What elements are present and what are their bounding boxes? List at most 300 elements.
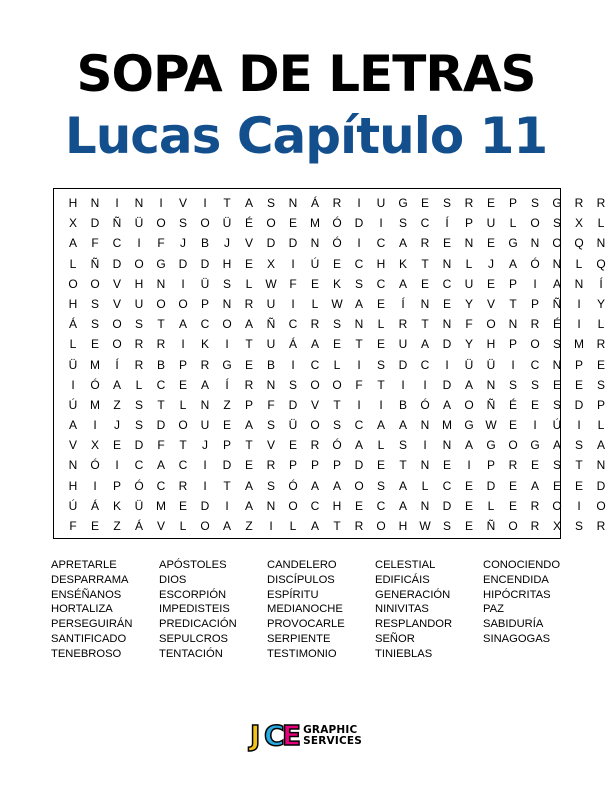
grid-letter[interactable]: S <box>552 397 561 412</box>
grid-letter[interactable]: N <box>288 196 298 210</box>
grid-letter[interactable]: D <box>112 256 122 271</box>
grid-letter[interactable]: N <box>354 317 364 332</box>
grid-letter[interactable]: I <box>511 357 515 372</box>
grid-letter[interactable]: E <box>574 478 583 493</box>
grid-letter[interactable]: O <box>310 377 320 392</box>
grid-letter[interactable]: N <box>596 236 606 251</box>
grid-letter[interactable]: R <box>244 296 254 311</box>
grid-letter[interactable]: D <box>288 397 298 412</box>
grid-letter[interactable]: O <box>530 216 540 231</box>
grid-letter[interactable]: O <box>508 438 518 453</box>
grid-letter[interactable]: A <box>596 438 605 453</box>
grid-letter[interactable]: G <box>552 196 562 210</box>
grid-letter[interactable]: E <box>574 377 583 392</box>
grid-letter[interactable]: A <box>442 397 451 412</box>
grid-letter[interactable]: I <box>357 357 361 372</box>
grid-letter[interactable]: O <box>310 418 320 433</box>
grid-letter[interactable]: I <box>137 236 141 251</box>
grid-letter[interactable]: X <box>266 256 275 271</box>
grid-letter[interactable]: H <box>68 296 78 311</box>
grid-letter[interactable]: Ñ <box>486 397 496 412</box>
grid-letter[interactable]: N <box>574 276 584 291</box>
grid-letter[interactable]: I <box>357 397 361 412</box>
grid-letter[interactable]: D <box>178 256 188 271</box>
grid-letter[interactable]: J <box>202 438 208 453</box>
grid-letter[interactable]: Ú <box>68 498 78 513</box>
grid-letter[interactable]: R <box>398 317 408 332</box>
grid-letter[interactable]: Z <box>245 519 253 533</box>
grid-letter[interactable]: L <box>179 519 187 533</box>
grid-letter[interactable]: C <box>156 377 166 392</box>
grid-letter[interactable]: Ó <box>90 377 100 392</box>
grid-letter[interactable]: R <box>134 357 144 372</box>
grid-letter[interactable]: Ñ <box>266 317 276 332</box>
grid-letter[interactable]: B <box>156 357 165 372</box>
grid-letter[interactable]: E <box>178 377 187 392</box>
grid-letter[interactable]: S <box>376 478 385 493</box>
grid-letter[interactable]: Ó <box>134 478 144 493</box>
grid-letter[interactable]: I <box>357 236 361 251</box>
grid-letter[interactable]: V <box>244 236 253 251</box>
grid-letter[interactable]: N <box>156 276 166 291</box>
grid-letter[interactable]: Í <box>115 357 119 372</box>
grid-letter[interactable]: N <box>442 438 452 453</box>
grid-letter[interactable]: C <box>420 216 430 231</box>
grid-letter[interactable]: I <box>291 296 295 311</box>
grid-letter[interactable]: T <box>377 377 385 392</box>
grid-letter[interactable]: E <box>376 337 385 352</box>
grid-letter[interactable]: D <box>398 357 408 372</box>
grid-letter[interactable]: E <box>486 236 495 251</box>
grid-letter[interactable]: O <box>178 418 188 433</box>
grid-letter[interactable]: Ó <box>420 397 430 412</box>
grid-letter[interactable]: A <box>420 337 429 352</box>
grid-letter[interactable]: E <box>464 498 473 513</box>
grid-letter[interactable]: I <box>93 418 97 433</box>
grid-letter[interactable]: M <box>90 357 100 372</box>
grid-letter[interactable]: U <box>486 216 496 231</box>
grid-letter[interactable]: Á <box>68 317 77 332</box>
grid-letter[interactable]: C <box>376 276 386 291</box>
grid-letter[interactable]: A <box>68 236 77 251</box>
grid-letter[interactable]: P <box>574 357 583 372</box>
grid-letter[interactable]: A <box>354 438 363 453</box>
grid-letter[interactable]: A <box>376 418 385 433</box>
grid-letter[interactable]: E <box>332 256 341 271</box>
grid-letter[interactable]: N <box>68 458 78 473</box>
grid-letter[interactable]: N <box>420 418 430 433</box>
grid-letter[interactable]: V <box>112 296 121 311</box>
grid-letter[interactable]: Y <box>464 337 473 352</box>
grid-letter[interactable]: Z <box>113 519 121 533</box>
grid-letter[interactable]: C <box>354 256 364 271</box>
grid-letter[interactable]: L <box>69 256 77 271</box>
grid-letter[interactable]: U <box>200 418 210 433</box>
grid-letter[interactable]: N <box>420 296 430 311</box>
grid-letter[interactable]: R <box>530 498 540 513</box>
grid-letter[interactable]: T <box>355 337 363 352</box>
grid-letter[interactable]: L <box>377 317 385 332</box>
grid-letter[interactable]: D <box>354 458 364 473</box>
grid-letter[interactable]: R <box>244 377 254 392</box>
grid-letter[interactable]: T <box>509 296 517 311</box>
grid-letter[interactable]: Í <box>401 296 405 311</box>
grid-letter[interactable]: V <box>310 397 319 412</box>
grid-letter[interactable]: A <box>244 196 253 210</box>
grid-letter[interactable]: O <box>178 296 188 311</box>
grid-letter[interactable]: A <box>332 478 341 493</box>
grid-letter[interactable]: Ü <box>134 498 144 513</box>
grid-letter[interactable]: L <box>245 276 253 291</box>
grid-letter[interactable]: G <box>530 438 540 453</box>
grid-letter[interactable]: E <box>376 296 385 311</box>
grid-letter[interactable]: T <box>157 397 165 412</box>
grid-letter[interactable]: N <box>222 296 232 311</box>
grid-letter[interactable]: I <box>291 357 295 372</box>
grid-letter[interactable]: W <box>265 276 277 291</box>
grid-letter[interactable]: S <box>552 216 561 231</box>
grid-letter[interactable]: Í <box>225 377 229 392</box>
grid-letter[interactable]: I <box>203 458 207 473</box>
grid-letter[interactable]: T <box>157 317 165 332</box>
grid-letter[interactable]: E <box>90 519 99 533</box>
grid-letter[interactable]: H <box>222 256 232 271</box>
grid-letter[interactable]: L <box>289 519 297 533</box>
grid-letter[interactable]: T <box>223 478 231 493</box>
grid-letter[interactable]: R <box>310 438 320 453</box>
grid-letter[interactable]: C <box>134 458 144 473</box>
grid-letter[interactable]: Z <box>113 397 121 412</box>
grid-letter[interactable]: S <box>442 519 451 533</box>
grid-letter[interactable]: M <box>90 397 100 412</box>
grid-letter[interactable]: R <box>332 196 342 210</box>
grid-letter[interactable]: J <box>180 236 186 251</box>
grid-letter[interactable]: E <box>464 519 473 533</box>
grid-letter[interactable]: S <box>398 216 407 231</box>
grid-letter[interactable]: E <box>552 478 561 493</box>
grid-letter[interactable]: D <box>442 337 452 352</box>
grid-letter[interactable]: P <box>310 458 319 473</box>
grid-letter[interactable]: L <box>333 357 341 372</box>
grid-letter[interactable]: L <box>421 478 429 493</box>
grid-letter[interactable]: P <box>200 296 209 311</box>
grid-letter[interactable]: F <box>157 438 165 453</box>
grid-letter[interactable]: D <box>266 236 276 251</box>
grid-letter[interactable]: I <box>159 196 163 210</box>
grid-letter[interactable]: N <box>552 357 562 372</box>
grid-letter[interactable]: V <box>266 438 275 453</box>
grid-letter[interactable]: I <box>423 438 427 453</box>
grid-letter[interactable]: U <box>266 296 276 311</box>
grid-letter[interactable]: O <box>530 337 540 352</box>
grid-letter[interactable]: T <box>421 256 429 271</box>
grid-letter[interactable]: D <box>288 236 298 251</box>
grid-letter[interactable]: P <box>508 276 517 291</box>
grid-letter[interactable]: E <box>508 418 517 433</box>
grid-letter[interactable]: A <box>310 478 319 493</box>
grid-letter[interactable]: U <box>464 276 474 291</box>
grid-letter[interactable]: A <box>398 498 407 513</box>
grid-letter[interactable]: I <box>379 397 383 412</box>
grid-letter[interactable]: G <box>508 236 518 251</box>
grid-letter[interactable]: A <box>222 519 231 533</box>
grid-letter[interactable]: Ü <box>200 276 210 291</box>
grid-letter[interactable]: T <box>575 458 583 473</box>
grid-letter[interactable]: O <box>288 498 298 513</box>
grid-letter[interactable]: O <box>112 337 122 352</box>
grid-letter[interactable]: R <box>508 458 518 473</box>
grid-letter[interactable]: H <box>134 276 144 291</box>
grid-letter[interactable]: H <box>398 519 408 533</box>
grid-letter[interactable]: E <box>288 438 297 453</box>
grid-letter[interactable]: T <box>421 317 429 332</box>
grid-letter[interactable]: E <box>442 296 451 311</box>
grid-letter[interactable]: P <box>244 397 253 412</box>
grid-letter[interactable]: P <box>332 458 341 473</box>
grid-letter[interactable]: I <box>577 418 581 433</box>
grid-letter[interactable]: D <box>200 256 210 271</box>
grid-letter[interactable]: K <box>200 337 209 352</box>
grid-letter[interactable]: E <box>244 256 253 271</box>
grid-letter[interactable]: L <box>69 337 77 352</box>
grid-letter[interactable]: E <box>310 276 319 291</box>
grid-letter[interactable]: I <box>71 377 75 392</box>
grid-letter[interactable]: P <box>112 478 121 493</box>
grid-letter[interactable]: E <box>244 458 253 473</box>
grid-letter[interactable]: E <box>90 337 99 352</box>
grid-letter[interactable]: S <box>266 418 275 433</box>
grid-letter[interactable]: S <box>288 377 297 392</box>
grid-letter[interactable]: S <box>134 418 143 433</box>
grid-letter[interactable]: H <box>376 256 386 271</box>
grid-letter[interactable]: W <box>331 296 343 311</box>
grid-letter[interactable]: E <box>596 357 605 372</box>
grid-letter[interactable]: Í <box>445 216 449 231</box>
grid-letter[interactable]: O <box>68 276 78 291</box>
grid-letter[interactable]: Ó <box>90 458 100 473</box>
grid-letter[interactable]: R <box>420 236 430 251</box>
grid-letter[interactable]: W <box>485 418 497 433</box>
grid-letter[interactable]: I <box>577 498 581 513</box>
grid-letter[interactable]: I <box>225 498 229 513</box>
grid-letter[interactable]: Ü <box>68 357 78 372</box>
grid-letter[interactable]: Ü <box>288 418 298 433</box>
grid-letter[interactable]: C <box>310 357 320 372</box>
grid-letter[interactable]: R <box>596 196 606 210</box>
grid-letter[interactable]: E <box>552 377 561 392</box>
grid-letter[interactable]: Ó <box>332 216 342 231</box>
grid-letter[interactable]: A <box>552 276 561 291</box>
grid-letter[interactable]: N <box>134 196 144 210</box>
grid-letter[interactable]: K <box>398 256 407 271</box>
grid-letter[interactable]: I <box>291 256 295 271</box>
grid-letter[interactable]: N <box>442 317 452 332</box>
grid-letter[interactable]: R <box>354 519 364 533</box>
grid-letter[interactable]: O <box>596 498 606 513</box>
grid-letter[interactable]: I <box>203 196 207 210</box>
grid-letter[interactable]: L <box>377 438 385 453</box>
grid-letter[interactable]: M <box>574 337 584 352</box>
grid-letter[interactable]: S <box>376 357 385 372</box>
grid-letter[interactable]: S <box>332 317 341 332</box>
grid-letter[interactable]: L <box>135 377 143 392</box>
grid-letter[interactable]: R <box>596 519 606 533</box>
grid-letter[interactable]: E <box>112 438 121 453</box>
grid-letter[interactable]: R <box>530 317 540 332</box>
grid-letter[interactable]: T <box>399 458 407 473</box>
grid-letter[interactable]: S <box>178 216 187 231</box>
grid-letter[interactable]: E <box>508 498 517 513</box>
grid-letter[interactable]: F <box>355 377 363 392</box>
grid-letter[interactable]: S <box>266 196 275 210</box>
grid-letter[interactable]: X <box>574 216 583 231</box>
grid-letter[interactable]: A <box>508 256 517 271</box>
grid-letter[interactable]: O <box>376 519 386 533</box>
grid-letter[interactable]: T <box>333 519 341 533</box>
grid-letter[interactable]: Q <box>574 236 584 251</box>
grid-letter[interactable]: U <box>376 196 386 210</box>
grid-letter[interactable]: P <box>222 438 231 453</box>
grid-letter[interactable]: B <box>398 397 407 412</box>
grid-letter[interactable]: D <box>486 478 496 493</box>
grid-letter[interactable]: G <box>486 438 496 453</box>
grid-letter[interactable]: F <box>289 276 297 291</box>
grid-letter[interactable]: O <box>332 377 342 392</box>
grid-letter[interactable]: K <box>332 276 341 291</box>
grid-letter[interactable]: R <box>156 337 166 352</box>
grid-letter[interactable]: R <box>310 317 320 332</box>
grid-letter[interactable]: I <box>225 337 229 352</box>
grid-letter[interactable]: V <box>156 519 165 533</box>
grid-letter[interactable]: X <box>552 519 561 533</box>
grid-letter[interactable]: E <box>530 397 539 412</box>
grid-letter[interactable]: É <box>244 216 253 231</box>
grid-letter[interactable]: L <box>487 498 495 513</box>
grid-letter[interactable]: I <box>423 377 427 392</box>
grid-letter[interactable]: N <box>90 196 100 210</box>
grid-letter[interactable]: Ó <box>288 478 298 493</box>
grid-letter[interactable]: T <box>223 196 231 210</box>
grid-letter[interactable]: I <box>357 196 361 210</box>
grid-letter[interactable]: I <box>181 337 185 352</box>
grid-letter[interactable]: D <box>134 438 144 453</box>
grid-letter[interactable]: H <box>68 478 78 493</box>
grid-letter[interactable]: S <box>574 519 583 533</box>
grid-letter[interactable]: Z <box>223 397 231 412</box>
grid-letter[interactable]: N <box>464 236 474 251</box>
grid-letter[interactable]: B <box>200 236 209 251</box>
grid-letter[interactable]: E <box>288 216 297 231</box>
grid-letter[interactable]: D <box>442 498 452 513</box>
grid-letter[interactable]: C <box>530 357 540 372</box>
grid-letter[interactable]: O <box>200 216 210 231</box>
grid-letter[interactable]: C <box>288 317 298 332</box>
grid-letter[interactable]: N <box>266 377 276 392</box>
grid-letter[interactable]: V <box>112 276 121 291</box>
grid-letter[interactable]: O <box>354 478 364 493</box>
grid-letter[interactable]: D <box>442 377 452 392</box>
grid-letter[interactable]: C <box>112 236 122 251</box>
grid-letter[interactable]: N <box>596 458 606 473</box>
grid-letter[interactable]: O <box>266 216 276 231</box>
grid-letter[interactable]: N <box>508 317 518 332</box>
grid-letter[interactable]: B <box>266 357 275 372</box>
grid-letter[interactable]: A <box>354 296 363 311</box>
grid-letter[interactable]: F <box>157 236 165 251</box>
grid-letter[interactable]: A <box>310 519 319 533</box>
grid-letter[interactable]: E <box>420 196 429 210</box>
grid-letter[interactable]: S <box>398 438 407 453</box>
grid-letter[interactable]: F <box>91 236 99 251</box>
grid-letter[interactable]: O <box>156 216 166 231</box>
grid-letter[interactable]: E <box>464 478 473 493</box>
grid-letter[interactable]: D <box>596 478 606 493</box>
grid-letter[interactable]: Á <box>310 196 319 210</box>
grid-letter[interactable]: P <box>464 216 473 231</box>
grid-letter[interactable]: G <box>464 418 474 433</box>
grid-letter[interactable]: P <box>508 337 517 352</box>
grid-letter[interactable]: E <box>178 498 187 513</box>
grid-letter[interactable]: C <box>354 418 364 433</box>
grid-letter[interactable]: Ñ <box>552 296 562 311</box>
grid-letter[interactable]: Ü <box>486 357 496 372</box>
grid-letter[interactable]: A <box>398 478 407 493</box>
grid-letter[interactable]: I <box>203 478 207 493</box>
grid-letter[interactable]: H <box>486 337 496 352</box>
grid-letter[interactable]: Ñ <box>486 519 496 533</box>
grid-letter[interactable]: E <box>508 478 517 493</box>
grid-letter[interactable]: C <box>376 498 386 513</box>
grid-letter[interactable]: X <box>68 216 77 231</box>
grid-letter[interactable]: S <box>222 276 231 291</box>
grid-letter[interactable]: Ü <box>134 216 144 231</box>
grid-letter[interactable]: L <box>311 296 319 311</box>
grid-letter[interactable]: A <box>398 276 407 291</box>
grid-letter[interactable]: I <box>577 317 581 332</box>
grid-letter[interactable]: R <box>134 337 144 352</box>
grid-letter[interactable]: N <box>420 498 430 513</box>
grid-letter[interactable]: F <box>69 519 77 533</box>
grid-letter[interactable]: E <box>486 196 495 210</box>
grid-letter[interactable]: F <box>267 397 275 412</box>
grid-letter[interactable]: R <box>464 196 474 210</box>
grid-letter[interactable]: P <box>486 458 495 473</box>
grid-letter[interactable]: M <box>442 418 452 433</box>
grid-letter[interactable]: Ó <box>332 236 342 251</box>
grid-letter[interactable]: I <box>577 296 581 311</box>
grid-letter[interactable]: X <box>90 438 99 453</box>
grid-letter[interactable]: E <box>442 458 451 473</box>
grid-letter[interactable]: U <box>134 296 144 311</box>
grid-letter[interactable]: C <box>442 276 452 291</box>
grid-letter[interactable]: I <box>467 458 471 473</box>
grid-letter[interactable]: L <box>509 216 517 231</box>
grid-letter[interactable]: É <box>552 317 561 332</box>
grid-letter[interactable]: J <box>114 418 120 433</box>
grid-letter[interactable]: Ü <box>464 357 474 372</box>
grid-letter[interactable]: V <box>68 438 77 453</box>
grid-letter[interactable]: L <box>179 397 187 412</box>
grid-letter[interactable]: V <box>486 296 495 311</box>
grid-letter[interactable]: R <box>530 519 540 533</box>
grid-letter[interactable]: Ú <box>68 397 78 412</box>
grid-letter[interactable]: E <box>442 236 451 251</box>
grid-letter[interactable]: A <box>112 377 121 392</box>
grid-letter[interactable]: R <box>266 458 276 473</box>
grid-letter[interactable]: S <box>90 317 99 332</box>
grid-letter[interactable]: E <box>376 458 385 473</box>
grid-letter[interactable]: T <box>245 337 253 352</box>
